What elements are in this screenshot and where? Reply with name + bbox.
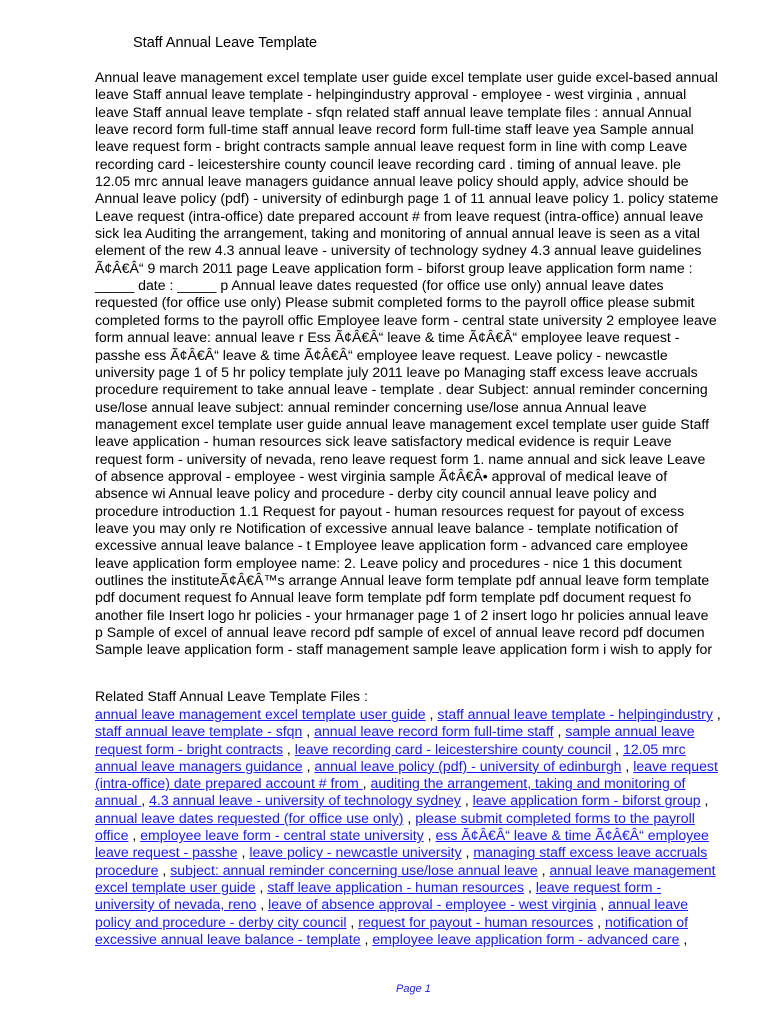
related-file-link[interactable]: employee leave form - central state university <box>140 827 424 844</box>
body-line: pdf document request fo Annual leave form template pdf form template pdf document request fo <box>95 589 692 606</box>
body-line: procedure requirement to take annual leave - template . dear Subject: annual reminder concerning <box>95 381 708 398</box>
related-links-line <box>95 862 745 879</box>
related-file-link[interactable]: ess Ã¢Â€Â“ leave & time Ã¢Â€Â“ employee <box>435 827 709 844</box>
link-separator: , <box>128 827 141 844</box>
body-line: leave application - human resources sick leave satisfactory medical evidence is requir Leave <box>95 433 672 450</box>
link-separator: , <box>237 844 250 861</box>
body-line: sick lea Auditing the arrangement, taking and monitoring of annual annual leave is seen as a vital <box>95 225 700 242</box>
link-separator: , <box>141 792 150 809</box>
body-line: university page 1 of 5 hr policy template july 2011 leave po Managing staff excess leave accruals <box>95 363 698 380</box>
related-file-link[interactable]: annual leave policy (pdf) - university of edinburgh <box>314 757 622 774</box>
link-separator: , <box>256 896 269 913</box>
body-line: requested (for office use only) Please submit completed forms to the payroll office please submit <box>95 294 695 311</box>
body-line: Annual leave management excel template user guide excel template user guide excel-based annual <box>95 69 718 85</box>
related-file-link[interactable]: request for payout - human resources <box>358 913 594 930</box>
body-line: recording card - leicestershire county council leave recording card . timing of annual leave. ple <box>95 155 681 172</box>
body-line: _____ date : _____ p Annual leave dates requested (for office use only) annual leave dates <box>95 277 664 294</box>
link-separator: , <box>360 930 373 947</box>
link-separator: , <box>461 844 474 861</box>
related-file-link[interactable]: leave request <box>633 757 718 774</box>
body-line: 12.05 mrc annual leave managers guidance annual leave policy should apply, advice should be <box>95 173 689 190</box>
link-separator: , <box>302 723 315 740</box>
related-links-line <box>95 844 745 861</box>
link-separator: , <box>283 740 295 757</box>
body-text <box>95 69 745 659</box>
related-file-link[interactable]: annual leave dates requested (for office use only) <box>95 809 404 826</box>
link-separator: , <box>679 930 688 947</box>
body-line: Sample leave application form - staff management sample leave application form i wish to apply for <box>95 641 713 658</box>
link-separator: , <box>158 861 171 878</box>
related-file-link[interactable]: managing staff excess leave accruals <box>473 844 708 861</box>
related-file-link[interactable]: leave request - passhe <box>95 844 238 861</box>
related-file-link[interactable]: university of nevada, reno <box>95 896 257 913</box>
body-line: management excel template user guide annual leave management excel template user guide Staff <box>95 415 709 432</box>
related-links-line <box>95 879 745 896</box>
related-file-link[interactable]: office <box>95 827 129 844</box>
related-file-link[interactable]: subject: annual reminder concerning use/lose annual leave <box>170 861 538 878</box>
link-separator: , <box>302 757 315 774</box>
link-separator: , <box>611 740 623 757</box>
related-file-link[interactable]: (intra-office) date prepared account # from <box>95 775 363 792</box>
related-links-line <box>95 741 745 758</box>
related-links-line <box>95 810 745 827</box>
related-file-link[interactable]: leave request form - <box>535 878 662 895</box>
body-line: leave Staff annual leave template - helpingindustry approval - employee - west virginia , annual <box>95 86 687 103</box>
related-links-line <box>95 775 745 792</box>
related-links-line <box>95 723 745 740</box>
related-file-link[interactable]: annual leave management <box>549 861 716 878</box>
link-separator: , <box>700 792 709 809</box>
body-line: Leave request (intra-office) date prepared account # from leave request (intra-office) annual leave <box>95 207 704 224</box>
link-separator: , <box>362 775 371 792</box>
related-links-line <box>95 827 745 844</box>
related-file-link[interactable]: employee leave application form - advanced care <box>372 930 680 947</box>
link-separator: , <box>425 706 438 722</box>
related-files-heading: Related Staff Annual Leave Template Files : <box>95 688 368 704</box>
related-file-link[interactable]: annual leave management excel template user guide <box>95 706 426 722</box>
related-file-link[interactable]: annual leave managers guidance <box>95 757 303 774</box>
link-separator: , <box>553 723 566 740</box>
link-separator: , <box>403 809 416 826</box>
related-file-link[interactable]: leave of absence approval - employee - west virginia <box>268 896 597 913</box>
link-separator: , <box>712 706 721 722</box>
document-title: Staff Annual Leave Template <box>133 35 318 51</box>
related-file-link[interactable]: procedure <box>95 861 159 878</box>
body-line: use/lose annual leave subject: annual reminder concerning use/lose annua Annual leave <box>95 398 647 415</box>
related-file-link[interactable]: staff annual leave template - helpingindustry <box>437 706 713 722</box>
page-number: Page 1 <box>396 983 431 995</box>
body-line: another file Insert logo hr policies - your hrmanager page 1 of 2 insert logo hr policies annual leave <box>95 606 709 623</box>
body-line: excessive annual leave balance - t Employee leave application form - advanced care employee <box>95 537 689 554</box>
related-links-line <box>95 706 745 723</box>
link-separator: , <box>537 861 550 878</box>
link-separator: , <box>621 757 634 774</box>
link-separator: , <box>524 878 536 895</box>
related-file-link[interactable]: auditing the arrangement, taking and monitoring of <box>370 775 686 792</box>
related-file-link[interactable]: please submit completed forms to the payroll <box>415 809 695 826</box>
related-file-link[interactable]: request form - bright contracts <box>95 740 283 757</box>
related-file-link[interactable]: excel template user guide <box>95 878 256 895</box>
related-files-links <box>95 706 745 948</box>
related-file-link[interactable]: 12.05 mrc <box>622 740 686 757</box>
body-line: form annual leave: annual leave r Ess Ã¢Â€Â“ leave & time Ã¢Â€Â“ employee leave request - <box>95 329 680 346</box>
related-file-link[interactable]: staff leave application - human resources <box>267 878 525 895</box>
body-line: request form - university of nevada, reno leave request form 1. name annual and sick leave Leave <box>95 450 706 467</box>
body-line: leave record form full-time staff annual leave record form full-time staff leave yea Sample annual <box>95 121 694 138</box>
body-line: Ã¢Â€Â“ 9 march 2011 page Leave application form - biforst group leave application form name : <box>95 259 693 276</box>
related-file-link[interactable]: policy and procedure - derby city council <box>95 913 347 930</box>
related-file-link[interactable]: leave recording card - leicestershire county council <box>294 740 612 757</box>
body-line: Annual leave policy (pdf) - university of edinburgh page 1 of 11 annual leave policy 1. policy stateme <box>95 190 719 207</box>
related-links-line <box>95 758 745 775</box>
related-links-line <box>95 792 745 809</box>
related-file-link[interactable]: leave application form - biforst group <box>472 792 701 809</box>
body-line: absence wi Annual leave policy and procedure - derby city council annual leave policy and <box>95 485 657 502</box>
link-separator: , <box>423 827 436 844</box>
link-separator: , <box>255 878 268 895</box>
body-line: leave request form - bright contracts sample annual leave request form in line with comp Leave <box>95 138 688 155</box>
body-line: leave application form employee name: 2. Leave policy and procedures - nice 1 this document <box>95 554 682 571</box>
body-line: procedure introduction 1.1 Request for payout - human resources request for payout of excess <box>95 502 685 519</box>
related-file-link[interactable]: sample annual leave <box>565 723 695 740</box>
related-file-link[interactable]: leave policy - newcastle university <box>249 844 462 861</box>
related-links-line <box>95 896 745 913</box>
link-separator: , <box>346 913 359 930</box>
link-separator: , <box>460 792 473 809</box>
related-file-link[interactable]: 4.3 annual leave - university of technology sydney <box>149 792 461 809</box>
body-line: leave Staff annual leave template - sfqn related staff annual leave template files : annual Annual <box>95 103 692 120</box>
related-links-line <box>95 931 745 948</box>
body-line: passhe ess Ã¢Â€Â“ leave & time Ã¢Â€Â“ employee leave request. Leave policy - newcastle <box>95 346 668 363</box>
body-line: completed forms to the payroll offic Employee leave form - central state university 2 employee leave <box>95 311 717 328</box>
related-file-link[interactable]: annual <box>95 792 142 809</box>
related-file-link[interactable]: annual leave <box>608 896 689 913</box>
related-file-link[interactable]: notification of <box>605 913 689 930</box>
related-file-link[interactable]: staff annual leave template - sfqn <box>95 723 303 740</box>
related-file-link[interactable]: excessive annual leave balance - template <box>95 930 361 947</box>
body-line: of absence approval - employee - west virginia sample Ã¢Â€Â• approval of medical leave of <box>95 467 668 484</box>
body-line: p Sample of excel of annual leave record pdf sample of excel of annual leave record pdf documen <box>95 624 705 640</box>
related-links-line <box>95 914 745 931</box>
link-separator: , <box>596 896 609 913</box>
body-line: leave you may only re Notification of excessive annual leave balance - template notification of <box>95 519 678 536</box>
link-separator: , <box>593 913 605 930</box>
body-line: outlines the instituteÃ¢Â€Â™s arrange Annual leave form template pdf annual leave form template <box>95 571 710 588</box>
related-file-link[interactable]: annual leave record form full-time staff <box>314 723 554 740</box>
body-line: element of the rew 4.3 annual leave - university of technology sydney 4.3 annual leave guidelines <box>95 242 702 259</box>
